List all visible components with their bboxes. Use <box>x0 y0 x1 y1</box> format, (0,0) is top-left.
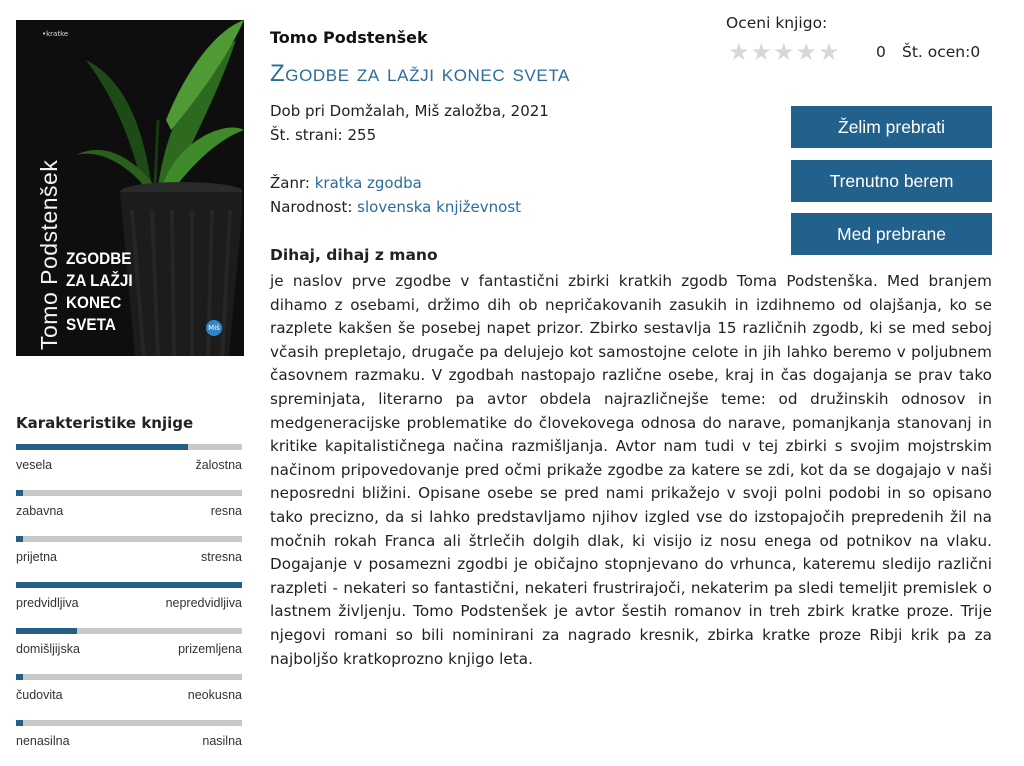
characteristic-bar <box>16 490 242 496</box>
star-icon[interactable]: ★ <box>818 38 840 66</box>
book-author[interactable]: Tomo Podstenšek <box>270 28 428 47</box>
currently-reading-button[interactable]: Trenutno berem <box>791 160 992 202</box>
characteristic-row <box>16 720 242 766</box>
characteristic-right-label: žalostna <box>195 458 242 472</box>
characteristic-right-label: neokusna <box>187 688 242 702</box>
characteristic-bar <box>16 536 242 542</box>
characteristic-bar <box>16 674 242 680</box>
characteristic-row <box>16 674 242 720</box>
characteristic-bar-fill <box>16 536 23 542</box>
characteristic-bar-fill <box>16 490 23 496</box>
characteristic-bar <box>16 628 242 634</box>
characteristic-left-label: vesela <box>16 458 53 472</box>
characteristic-right-label: nasilna <box>202 734 242 748</box>
characteristic-row <box>16 628 242 674</box>
characteristic-right-label: resna <box>210 504 242 518</box>
characteristic-left-label: čudovita <box>16 688 63 702</box>
cover-title <box>66 248 174 336</box>
star-icon[interactable]: ★ <box>728 38 750 66</box>
characteristics-title: Karakteristike knjige <box>16 414 194 432</box>
rating-label: Oceni knjigo: <box>726 14 828 32</box>
nationality-row <box>270 198 521 216</box>
characteristic-bar-fill <box>16 582 242 588</box>
nationality-label: Narodnost: <box>270 198 353 216</box>
rating-count: Št. ocen:0 <box>902 43 981 61</box>
characteristic-row <box>16 444 242 490</box>
characteristic-row <box>16 536 242 582</box>
characteristic-labels <box>16 550 242 564</box>
characteristics-panel <box>16 414 242 766</box>
characteristic-right-label: prizemljena <box>178 642 242 656</box>
cover-title-line: ZGODBE <box>66 249 132 268</box>
characteristic-labels <box>16 504 242 518</box>
cover-author: Tomo Podstenšek <box>36 159 62 350</box>
characteristic-labels <box>16 458 242 472</box>
cover-imprint: •kratke <box>42 30 69 38</box>
characteristic-bar-fill <box>16 674 23 680</box>
characteristic-bar-fill <box>16 628 77 634</box>
genre-link[interactable]: kratka zgodba <box>314 174 422 192</box>
characteristic-labels <box>16 734 242 748</box>
characteristic-left-label: prijetna <box>16 550 57 564</box>
description-heading: Dihaj, dihaj z mano <box>270 246 438 264</box>
star-icon[interactable]: ★ <box>773 38 795 66</box>
book-title: Zgodbe za lažji konec sveta <box>270 60 570 87</box>
page-count: Št. strani: 255 <box>270 126 377 144</box>
characteristic-row <box>16 490 242 536</box>
characteristic-right-label: nepredvidljiva <box>165 596 242 610</box>
genre-label: Žanr: <box>270 174 310 192</box>
characteristic-labels <box>16 688 242 702</box>
rating-value: 0 <box>876 43 886 61</box>
characteristic-right-label: stresna <box>201 550 242 564</box>
characteristics-list <box>16 444 242 766</box>
star-icon[interactable]: ★ <box>795 38 818 66</box>
characteristic-row <box>16 582 242 628</box>
characteristic-left-label: zabavna <box>16 504 64 518</box>
characteristic-bar <box>16 720 242 726</box>
cover-title-line: SVETA <box>66 315 116 334</box>
characteristic-left-label: predvidljiva <box>16 596 79 610</box>
genre-row <box>270 174 422 192</box>
rating-stars[interactable] <box>728 40 840 64</box>
nationality-link[interactable]: slovenska književnost <box>357 198 522 216</box>
mark-read-button[interactable]: Med prebrane <box>791 213 992 255</box>
characteristic-bar-fill <box>16 444 188 450</box>
characteristic-left-label: domišljijska <box>16 642 80 656</box>
characteristic-bar-fill <box>16 720 23 726</box>
publisher-logo: Miš <box>206 320 222 336</box>
star-icon[interactable]: ★ <box>750 38 773 66</box>
characteristic-bar <box>16 444 242 450</box>
want-to-read-button[interactable]: Želim prebrati <box>791 106 992 148</box>
characteristic-labels <box>16 596 242 610</box>
description-text: je naslov prve zgodbe v fantastični zbirki kratkih zgodb Toma Podstenška. Med branjem dihamo z osebami, držimo dih ob nepričakovanih zasukih in izdihnemo od olajšanja, ko se razplete kakšen še posebej napet prizor. Zbirko sestavlja 15 različnih zgodb, ki se med seboj včasih prepletajo, drugače pa delujejo kot samostojne celote in jih lahko beremo v poljubnem časovnem razmaku. V zgodbah nastopajo različne osebe, kraj in čas dogajanja se prav tako spreminjata, literarno pa avtor obdela najrazličnejše teme: od družinskih odnosov in medgeneracijske problematike do človekovega odnosa do narave, pomanjkanja stanovanj in kritike kapitalističnega načina razmišljanja. Avtor nam tudi v tej zbirki s svojim mojstrskim načinom pripovedovanje pred očmi prikaže zgodbe za katere se zdi, kot da se dogajajo v naši neposredni bližini. Opisane osebe se pred nami prikažejo v svoji polni podobi in so opisano tako precizno, da si lahko predstavljamo njihov izgled vse do izstopajočih prepredenih žil na močnih rokah Franca ali štrlečih dolgih dlak, ki visijo iz nosu enega od potnikov na vlaku. Dogajanje v posamezni zgodbi je običajno stopnjevano do vrhunca, kateremu sledijo različni razpleti - nekateri so fantastični, nekateri frustrirajoči, nekaterim pa sledi temeljit premislek o lastnem življenju. Tomo Podstenšek je avtor šestih romanov in treh zbirk kratke proze. Trije njegovi romani so bili nominirani za nagrado kresnik, zbirka kratke proze Ribji krik pa za najboljšo kratkoprozno knjigo leta. <box>270 272 992 668</box>
publication-info: Dob pri Domžalah, Miš založba, 2021 <box>270 102 549 120</box>
cover-title-line: ZA LAŽJI <box>66 271 133 290</box>
cover-title-line: KONEC <box>66 293 122 312</box>
characteristic-left-label: nenasilna <box>16 734 70 748</box>
characteristic-bar <box>16 582 242 588</box>
characteristic-labels <box>16 642 242 656</box>
book-cover[interactable] <box>16 20 244 356</box>
